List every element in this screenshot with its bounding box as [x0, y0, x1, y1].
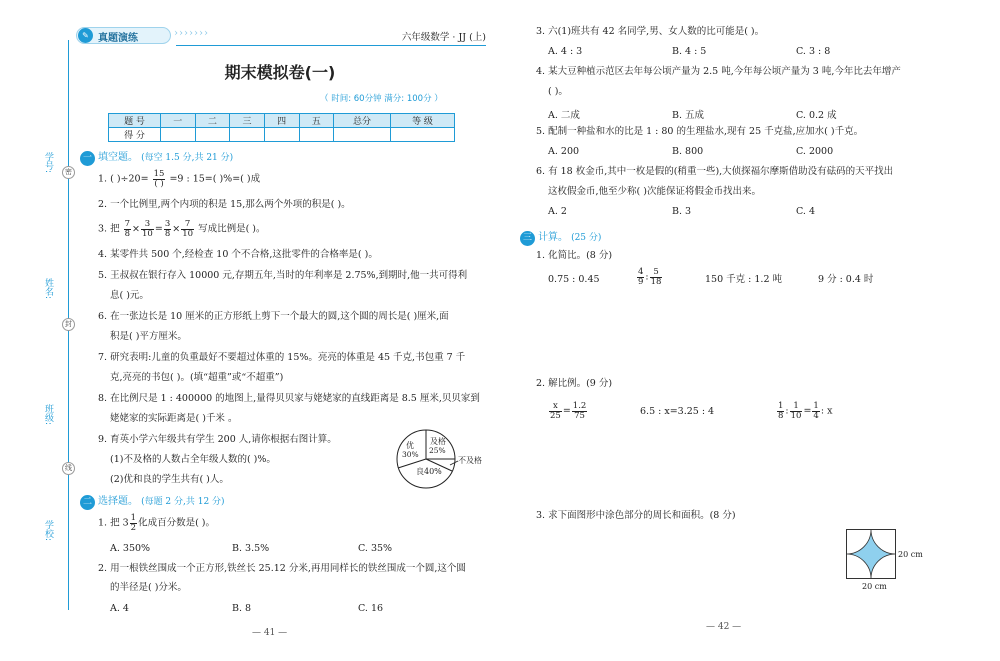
- q2-4-option-c[interactable]: C. 0.2 成: [796, 110, 837, 121]
- q2-2-option-a[interactable]: A. 4: [110, 603, 129, 614]
- ratio-2: $\frac{4}{9}$ : $\frac{5}{18}$: [638, 267, 662, 287]
- question-1-6b: 积是( )平方厘米。: [110, 331, 187, 342]
- header-tag: 真题演练: [98, 33, 138, 44]
- student-id-label: 学号:: [43, 152, 53, 174]
- question-1-3: 3. 把 $\frac{7}{8}$ × $\frac{3}{10}$ = $\frac{3}{8}$ × $\frac{7}{10}$ 写成比例是( )。: [98, 219, 266, 239]
- score-head-total: 总分: [334, 114, 391, 128]
- pie-label-pass-pct: 25%: [429, 446, 446, 455]
- ratio-4: 9 分 : 0.4 时: [818, 274, 874, 285]
- question-1-9-1: (1)不及格的人数占全年级人数的( )%。: [110, 454, 276, 465]
- header-underline: [176, 45, 486, 46]
- section2-note: (每题 2 分,共 12 分): [141, 497, 225, 507]
- score-head-3: 三: [230, 114, 265, 128]
- q2-5-option-a[interactable]: A. 200: [548, 146, 580, 157]
- question-1-5b: 息( )元。: [110, 290, 149, 301]
- q2-2-option-b[interactable]: B. 8: [232, 603, 252, 614]
- book-icon: ✎: [78, 28, 93, 43]
- seal-xian: 线: [62, 462, 75, 475]
- q2-6-option-c[interactable]: C. 4: [796, 206, 816, 217]
- pie-label-pass: 及格: [430, 437, 446, 446]
- section1-note: (每空 1.5 分,共 21 分): [141, 153, 234, 163]
- question-2-4a: 4. 某大豆种植示范区去年每公顷产量为 2.5 吨,今年每公顷产量为 3 吨,今年比去年增产: [536, 66, 901, 77]
- score-head-4: 四: [264, 114, 299, 128]
- question-2-4b: ( )。: [548, 86, 568, 97]
- question-1-7b: 克,亮亮的书包( )。(填“超重”或“不超重”): [110, 372, 284, 383]
- question-1-8b: 姥姥家的实际距离是( )千米 。: [110, 413, 238, 424]
- section3-number: 三: [520, 231, 535, 246]
- question-2-2a: 2. 用一根铁丝围成一个正方形,铁丝长 25.12 分米,再用同样长的铁丝围成一个圆,这个圆: [98, 563, 466, 574]
- question-2-3: 3. 六(1)班共有 42 名同学,男、女人数的比可能是( )。: [536, 26, 765, 37]
- q2-3-option-b[interactable]: B. 4 : 5: [672, 46, 707, 57]
- q2-1-option-b[interactable]: B. 3.5%: [232, 543, 270, 554]
- score-cell[interactable]: [195, 128, 230, 142]
- seal-mi: 密: [62, 166, 75, 179]
- header-bar: [76, 26, 486, 46]
- score-row-label: 得 分: [109, 128, 161, 142]
- question-2-5: 5. 配制一种盐和水的比是 1 : 80 的生理盐水,现有 25 千克盐,应加水( )千克。: [536, 126, 864, 137]
- question-3-2: 2. 解比例。(9 分): [536, 378, 613, 389]
- score-head-1: 一: [161, 114, 196, 128]
- question-1-9: 9. 育英小学六年级共有学生 200 人,请你根据右图计算。: [98, 434, 337, 445]
- score-head-2: 二: [195, 114, 230, 128]
- pie-label-fail: 不及格: [458, 456, 482, 465]
- fraction: $\frac{15}{( )}$: [153, 169, 165, 189]
- exam-time: （ 时间: 60分钟 满分: 100分 ）: [320, 94, 443, 104]
- shaded-figure-svg: [846, 529, 896, 579]
- q2-5-option-b[interactable]: B. 800: [672, 146, 704, 157]
- section2-title: 选择题。: [98, 496, 139, 507]
- question-1-1: 1. ( )÷20= $\frac{15}{( )}$ =9 : 15=( )%=( )成: [98, 169, 261, 189]
- header-arrows: ›››››››: [174, 28, 209, 39]
- question-2-6a: 6. 有 18 枚金币,其中一枚是假的(稍重一些),大侦探福尔摩斯借助没有砝码的天平找出: [536, 166, 894, 177]
- section2-number: 二: [80, 495, 95, 510]
- pie-label-good: 良40%: [416, 467, 442, 476]
- question-2-1: 1. 把 3 $\frac{1}{2}$ 化成百分数是( )。: [98, 513, 216, 533]
- q2-3-option-c[interactable]: C. 3 : 8: [796, 46, 831, 57]
- page-number-left: — 41 —: [252, 628, 288, 638]
- question-1-2: 2. 一个比例里,两个内项的积是 15,那么两个外项的积是( )。: [98, 199, 351, 210]
- figure-dim-bottom: 20 cm: [862, 582, 887, 591]
- ratio-3: 150 千克 : 1.2 吨: [705, 274, 783, 285]
- score-cell[interactable]: [299, 128, 334, 142]
- score-head-grade: 等 级: [391, 114, 455, 128]
- score-cell[interactable]: [161, 128, 196, 142]
- score-cell[interactable]: [230, 128, 265, 142]
- grade-pie-figure: [392, 428, 492, 490]
- ratio-1: 0.75 : 0.45: [548, 274, 600, 285]
- section3-heading: [520, 228, 601, 246]
- section1-number: 一: [80, 151, 95, 166]
- proportion-1: $\frac{x}{25}$ = $\frac{1.2}{75}$: [550, 401, 587, 421]
- seal-feng: 封: [62, 318, 75, 331]
- q2-4-option-a[interactable]: A. 二成: [548, 110, 580, 121]
- q2-6-option-b[interactable]: B. 3: [672, 206, 692, 217]
- pie-label-excellent-pct: 30%: [402, 450, 419, 459]
- question-2-2b: 的半径是( )分米。: [110, 582, 187, 593]
- proportion-3: $\frac{1}{8}$ : $\frac{1}{10}$ = $\frac{1}{4}$ : x: [778, 401, 833, 421]
- q2-3-option-a[interactable]: A. 4 : 3: [548, 46, 583, 57]
- q2-4-option-b[interactable]: B. 五成: [672, 110, 705, 121]
- section3-title: 计算。: [538, 232, 569, 243]
- question-1-5a: 5. 王叔叔在银行存入 10000 元,存期五年,当时的年利率是 2.75%,到期时,他一共可得利: [98, 270, 468, 281]
- question-3-3: 3. 求下面图形中涂色部分的周长和面积。(8 分): [536, 510, 736, 521]
- class-label: 班级:: [43, 404, 53, 426]
- header-grade: 六年级数学 · JJ (上): [401, 32, 486, 43]
- q2-1-option-c[interactable]: C. 35%: [358, 543, 393, 554]
- score-cell[interactable]: [391, 128, 455, 142]
- page-number-right: — 42 —: [706, 622, 742, 632]
- proportion-2: 6.5 : x=3.25 : 4: [640, 406, 715, 417]
- score-head-5: 五: [299, 114, 334, 128]
- exam-title: 期末模拟卷(一): [224, 63, 336, 82]
- section1-title: 填空题。: [98, 152, 139, 163]
- q2-1-option-a[interactable]: A. 350%: [110, 543, 151, 554]
- q2-2-option-c[interactable]: C. 16: [358, 603, 384, 614]
- question-2-6b: 这枚假金币,他至少称( )次能保证将假金币找出来。: [548, 186, 761, 197]
- score-head-label: 题 号: [109, 114, 161, 128]
- section2-heading: [80, 492, 225, 510]
- section1-heading: [80, 148, 233, 166]
- question-1-8a: 8. 在比例尺是 1 : 400000 的地图上,量得贝贝家与姥姥家的直线距离是 8.5 厘米,贝贝家到: [98, 393, 480, 404]
- question-1-9-2: (2)优和良的学生共有( )人。: [110, 474, 229, 485]
- question-1-7a: 7. 研究表明:儿童的负重最好不要超过体重的 15%。亮亮的体重是 45 千克,书包重 7 千: [98, 352, 466, 363]
- score-cell[interactable]: [264, 128, 299, 142]
- question-3-1: 1. 化简比。(8 分): [536, 250, 613, 261]
- question-1-6a: 6. 在一张边长是 10 厘米的正方形纸上剪下一个最大的圆,这个圆的周长是( )厘米,面: [98, 311, 449, 322]
- shaded-figure: [846, 529, 896, 579]
- q2-5-option-c[interactable]: C. 2000: [796, 146, 834, 157]
- figure-dim-right: 20 cm: [898, 550, 923, 559]
- question-1-4: 4. 某零件共 500 个,经检查 10 个不合格,这批零件的合格率是( )。: [98, 249, 378, 260]
- pie-label-excellent: 优: [406, 441, 414, 450]
- score-cell[interactable]: [334, 128, 391, 142]
- q2-6-option-a[interactable]: A. 2: [548, 206, 567, 217]
- section3-note: (25 分): [571, 233, 602, 243]
- school-label: 学校:: [43, 520, 53, 542]
- score-table: [108, 113, 455, 142]
- name-label: 姓名:: [43, 278, 53, 300]
